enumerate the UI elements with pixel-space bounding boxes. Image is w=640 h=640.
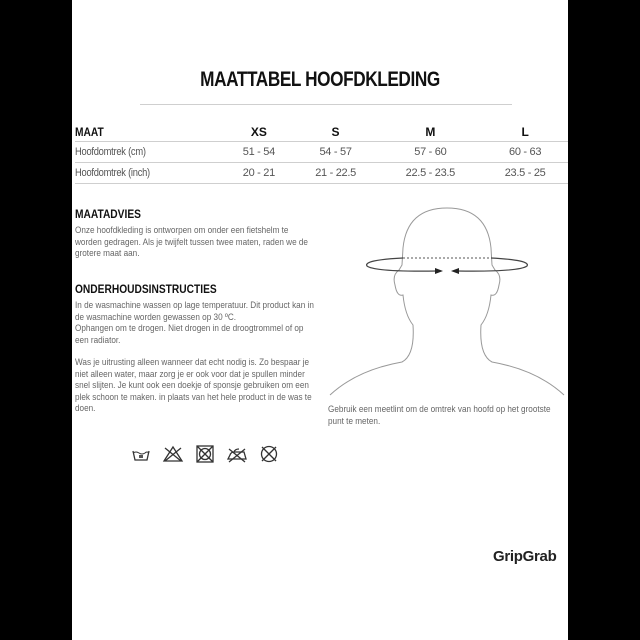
onderhoud-heading: ONDERHOUDSINSTRUCTIES: [75, 282, 217, 296]
table-row: [75, 142, 568, 163]
no-tumble-dry-icon: [194, 445, 216, 463]
table-cell: 23.5 - 25: [482, 163, 568, 184]
size-table: [75, 122, 568, 184]
onderhoud-text: In de wasmachine wassen op lage temperatuur. Dit product kan in de wasmachine worden gewassen op 30 ºC. Ophangen om te drogen. Niet drogen in de droogtrommel of op een radiator. Was je uitrusting alleen wanneer dat echt nodig is. Zo bespaar je niet alleen water, maar zorg je er ook voor dat je spullen minder snel slijten. Je kunt ook een doekje of sponsje gebruiken om een plek schoon te maken. in plaats van het hele product in de was te doen.: [75, 300, 314, 414]
no-iron-icon: [226, 445, 248, 463]
maatadvies-heading: MAATADVIES: [75, 207, 141, 221]
row-label: Hoofdomtrek (cm): [75, 142, 225, 163]
maatadvies-text: Onze hoofdkleding is ontworpen om onder een fietshelm te worden gedragen. Als je twijfelt tussen twee maten, raden we de grotere maat aan.: [75, 225, 308, 259]
header-l: L: [482, 122, 568, 142]
title-divider: [140, 104, 512, 105]
gripgrab-logo: GripGrab: [493, 548, 557, 565]
table-cell: 22.5 - 23.5: [378, 163, 482, 184]
table-cell: 57 - 60: [378, 142, 482, 163]
header-maat: MAAT: [75, 122, 225, 142]
head-measurement-illustration: [327, 205, 567, 400]
table-cell: 54 - 57: [293, 142, 379, 163]
size-chart-page: [72, 0, 568, 640]
no-dry-clean-icon: [258, 445, 280, 463]
no-bleach-icon: [162, 445, 184, 463]
page-title: MAATTABEL HOOFDKLEDING: [200, 68, 440, 91]
header-xs: XS: [225, 122, 293, 142]
table-cell: 60 - 63: [482, 142, 568, 163]
row-label: Hoofdomtrek (inch): [75, 163, 225, 184]
header-m: M: [378, 122, 482, 142]
table-cell: 21 - 22.5: [293, 163, 379, 184]
table-cell: 51 - 54: [225, 142, 293, 163]
care-icons: [130, 445, 280, 463]
table-header-row: [75, 122, 568, 142]
figure-caption: Gebruik een meetlint om de omtrek van hoofd op het grootste punt te meten.: [328, 404, 551, 427]
header-s: S: [293, 122, 379, 142]
table-row: [75, 163, 568, 184]
wash-30-icon: [130, 445, 152, 463]
table-cell: 20 - 21: [225, 163, 293, 184]
